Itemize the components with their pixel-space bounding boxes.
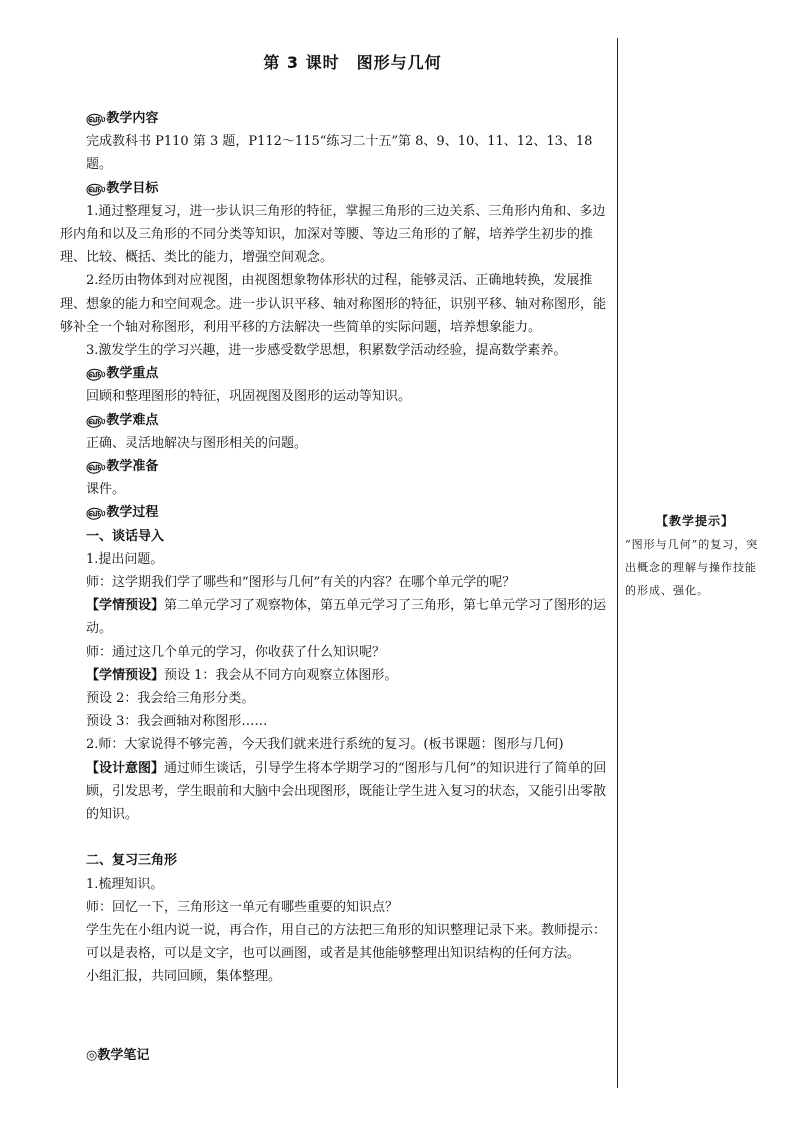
heading-marker-icon: ௵ bbox=[86, 460, 106, 474]
lesson-plan-body bbox=[60, 107, 612, 989]
paragraph: 第二单元学习了观察物体，第五单元学习了三角形，第七单元学习了图形的运动。 bbox=[86, 598, 607, 637]
preparation-text: 课件。 bbox=[86, 482, 126, 498]
teaching-notes-label: ◎教学笔记 bbox=[86, 1048, 150, 1063]
goal-2: 2.经历由物体到对应视图，由视图想象物体形状的过程，能够灵活、正确地转换，发展推理、想象的能力和空间观念。进一步认识平移、轴对称图形的特征，识别平移、轴对称图形，能够补全一个轴对称图形，利用平移的方法解决一些简单的实际问题，培养想象能力。 bbox=[60, 273, 607, 335]
goal-3: 3.激发学生的学习兴趣，进一步感受数学思想，积累数学活动经验，提高数学素养。 bbox=[86, 343, 567, 359]
sidebar-title: 【教学提示】 bbox=[655, 514, 734, 528]
heading-marker-icon: ௵ bbox=[86, 181, 106, 195]
section-heading-preparation: ௵教学准备 bbox=[86, 459, 159, 475]
margin-divider bbox=[617, 38, 618, 1088]
paragraph: 1.梳理知识。 bbox=[86, 876, 164, 892]
tag-learning-preset: 【学情预设】 bbox=[86, 598, 165, 614]
paragraph: 预设 1：我会从不同方向观察立体图形。 bbox=[164, 667, 398, 683]
paragraph: 1.提出问题。 bbox=[86, 551, 164, 567]
goal-1: 1.通过整理复习，进一步认识三角形的特征，掌握三角形的三边关系、三角形内角和、多边形内角和以及三角形的不同分类等知识，加深对等腰、等边三角形的了解，培养学生初步的推理、比较、概括、类比的能力，增强空间观念。 bbox=[60, 203, 606, 266]
paragraph: 通过师生谈话，引导学生将本学期学习的“图形与几何”的知识进行了简单的回顾，引发思考，学生眼前和大脑中会出现图形，既能让学生进入复习的状态，又能引出零散的知识。 bbox=[86, 760, 607, 823]
paragraph: 预设 3：我会画轴对称图形…… bbox=[86, 714, 268, 730]
section-heading-key: ௵教学重点 bbox=[86, 366, 159, 382]
paragraph: 学生先在小组内说一说，再合作，用自己的方法把三角形的知识整理记录下来。教师提示：可以是表格，可以是文字，也可以画图，或者是其他能够整理出知识结构的任何方法。 bbox=[86, 922, 607, 962]
heading-marker-icon: ௵ bbox=[86, 506, 106, 520]
heading-marker-icon: ௵ bbox=[86, 413, 106, 427]
paragraph: 预设 2：我会给三角形分类。 bbox=[86, 691, 255, 707]
paragraph: 师：这学期我们学了哪些和“图形与几何”有关的内容？在哪个单元学的呢？ bbox=[86, 575, 516, 591]
paragraph: 师：回忆一下，三角形这一单元有哪些重要的知识点？ bbox=[86, 899, 399, 915]
tag-design-intent: 【设计意图】 bbox=[86, 760, 165, 776]
content-text: 完成教科书 P110 第 3 题，P112～115“练习二十五”第 8、9、10、11、12、13、18 题。 bbox=[86, 134, 593, 173]
part1-heading: 一、谈话导入 bbox=[86, 528, 165, 544]
section-heading-goals: ௵教学目标 bbox=[86, 180, 159, 196]
paragraph: 2.师：大家说得不够完善，今天我们就来进行系统的复习。(板书课题：图形与几何) bbox=[86, 737, 564, 753]
heading-marker-icon: ௵ bbox=[86, 367, 106, 381]
section-heading-content: ௵教学内容 bbox=[86, 111, 159, 126]
page-title: 第 3 课时 图形与几何 bbox=[263, 53, 442, 72]
key-text: 回顾和整理图形的特征，巩固视图及图形的运动等知识。 bbox=[86, 389, 412, 405]
section-heading-difficulty: ௵教学难点 bbox=[86, 412, 159, 428]
tag-learning-preset: 【学情预设】 bbox=[86, 667, 165, 683]
part2-heading: 二、复习三角形 bbox=[86, 853, 178, 869]
difficulty-text: 正确、灵活地解决与图形相关的问题。 bbox=[86, 435, 308, 451]
heading-marker-icon: ௵ bbox=[86, 112, 106, 125]
teaching-tip-sidebar bbox=[625, 510, 765, 602]
section-heading-process: ௵教学过程 bbox=[86, 505, 159, 521]
paragraph: 小组汇报，共同回顾，集体整理。 bbox=[86, 969, 282, 985]
paragraph: 师：通过这几个单元的学习，你收获了什么知识呢？ bbox=[86, 644, 386, 660]
sidebar-text: “图形与几何”的复习，突出概念的理解与操作技能的形成、强化。 bbox=[625, 538, 759, 597]
